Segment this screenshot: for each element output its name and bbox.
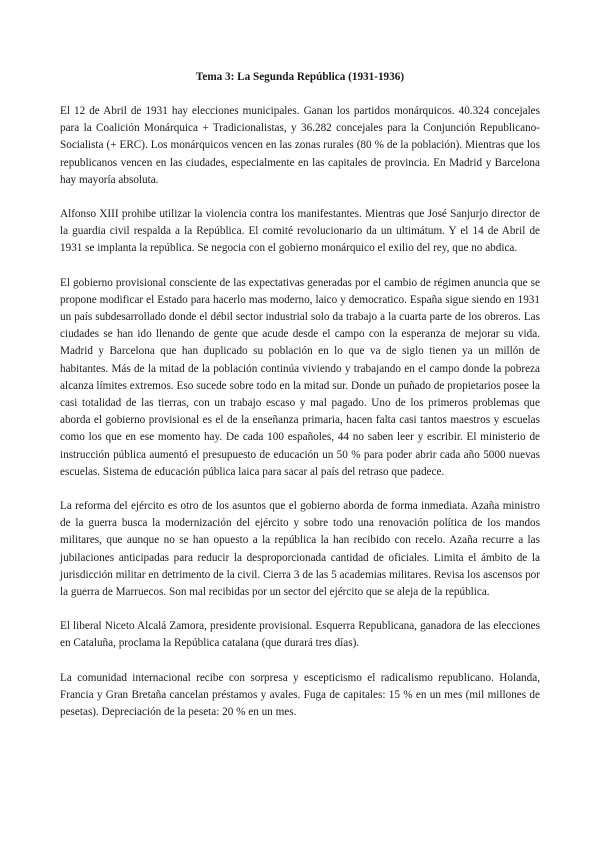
document-title: Tema 3: La Segunda República (1931-1936) [195, 71, 405, 83]
paragraph-elections-1931: El 12 de Abril de 1931 hay elecciones municipales. Ganan los partidos monárquicos. 40.324 concejales para la Coalición Monárquica + Tradicionalistas, y 36.282 concejales para la Conjunción Republicano-Socialista (+ ERC). Los monárquicos vencen en las zonas rurales (80 % de la población). Mientras que los republicanos vencen en las ciudades, especialmente en las capitales de provincia. En Madrid y Barcelona hay mayoría absoluta. [60, 105, 540, 186]
paragraph-alcala-zamora: El liberal Niceto Alcalá Zamora, presidente provisional. Esquerra Republicana, ganadora de las elecciones en Cataluña, proclama la República catalana (que durará tres días). [60, 620, 540, 650]
document-body [60, 103, 540, 738]
paragraph-provisional-government: El gobierno provisional consciente de las expectativas generadas por el cambio de régimen anuncia que se propone modificar el Estado para hacerlo mas moderno, laico y democratico. España sigue siendo en 1931 un país subdesarrollado donde el débil sector industrial solo da trabajo a la cuarta parte de los obreros. Las ciudades se han ido llenando de gente que acude desde el campo con la esperanza de mejorar su vida. Madrid y Barcelona que han duplicado su población en lo que va de siglo tienen ya un millón de habitantes. Más de la mitad de la población continúa viviendo y trabajando en el campo donde la pobreza alcanza límites extremos. Eso sucede sobre todo en la mitad sur. Donde un puñado de propietarios posee la casi totalidad de las tierras, con un trabajo escaso y mal pagado. Uno de los primeros problemas que aborda el gobierno provisional es el de la enseñanza primaria, hacen falta casi tantos maestros y escuelas como los que en ese momento hay. De cada 100 españoles, 44 no saben leer y escribir. El ministerio de instrucción pública aumentó el presupuesto de educación un 50 % para poder abrir cada año 5000 nuevas escuelas. Sistema de educación pública laica para sacar al país del retraso que padece. [60, 276, 540, 478]
paragraph-proclamation-republic: Alfonso XIII prohibe utilizar la violencia contra los manifestantes. Mientras que José Sanjurjo director de la guardia civil respalda a la República. El comité revolucionario da un ultimátum. Y el 14 de Abril de 1931 se implanta la república. Se negocia con el gobierno monárquico el exilio del rey, que no abdica. [60, 208, 540, 255]
paragraph-international-reaction: La comunidad internacional recibe con sorpresa y escepticismo el radicalismo republicano. Holanda, Francia y Gran Bretaña cancelan préstamos y avales. Fuga de capitales: 15 % en un mes (mil millones de pesetas). Depreciación de la peseta: 20 % en un mes. [60, 671, 540, 719]
paragraph-army-reform: La reforma del ejército es otro de los asuntos que el gobierno aborda de forma inmediata. Azaña ministro de la guerra busca la modernización del ejército y sobre todo una renovación política de los mandos militares, que aunque no se han opuesto a la república la han recibido con recelo. Azaña recurre a las jubilaciones anticipadas para reducir la desproporcionada cantidad de oficiales. Limita el ámbito de la jurisdicción militar en detrimento de la civil. Cierra 3 de las 5 academias militares. Revisa los ascensos por la guerra de Marruecos. Son mal recibidas por un sector del ejército que se aleja de la república. [60, 500, 540, 599]
